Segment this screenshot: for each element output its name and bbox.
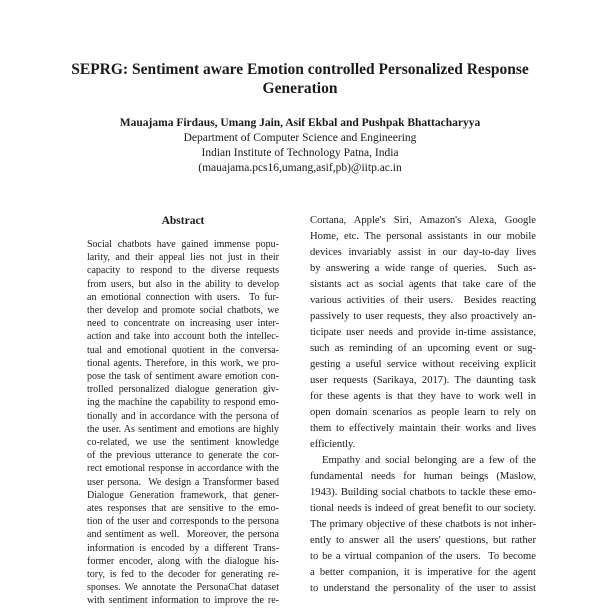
abstract-line: user persona. We design a Transformer based	[87, 476, 279, 488]
abstract-line: of the previous utterance to generate the cor-	[87, 450, 279, 462]
abstract-line: an emotional connection with users. To fur-	[87, 291, 279, 303]
abstract-line: and sentiment as well. Moreover, the persona	[87, 529, 279, 541]
abstract-line: the user. As sentiment and emotions are highly	[87, 423, 279, 435]
abstract-line: tual and emotional quotient in the conversa-	[87, 344, 279, 356]
abstract-line: action and take into account both the intellec-	[87, 331, 279, 343]
abstract-line: sponses. We annotate the PersonaChat dataset	[87, 582, 279, 594]
body-line: them to effectively maintain their works and lives	[310, 423, 536, 434]
body-line: tional needs is indeed of great benefit to our society.	[310, 503, 536, 514]
affiliation-email: (mauajama.pcs16,umang,asif,pb)@iitp.ac.in	[198, 162, 402, 174]
paper-title-line-2: Generation	[262, 80, 338, 97]
paper-title-line-1: SEPRG: Sentiment aware Emotion controlled Personalized Response	[71, 61, 529, 78]
abstract-heading: Abstract	[161, 215, 205, 227]
abstract-line: tory, is fed to the decoder for generating re-	[87, 569, 279, 580]
abstract-line: former encoder, along with the dialogue his-	[87, 555, 279, 567]
body-line: fundamental needs for human beings (Maslow,	[310, 471, 536, 482]
affiliation-department: Department of Computer Science and Engineering	[183, 132, 417, 144]
abstract-line: trolled personalized dialogue generation giv-	[87, 384, 279, 396]
author-block	[40, 116, 560, 176]
body-line: to be a virtual companion of the users. To become	[310, 551, 536, 562]
abstract-line: from users, but also in the ability to develop	[87, 278, 279, 290]
abstract-line: ther develop and promote social chatbots, we	[87, 305, 279, 316]
body-line: efficiently.	[310, 439, 356, 450]
abstract-line: capacity to respond to the diverse requests	[87, 265, 279, 277]
paper-title	[60, 60, 540, 98]
body-line: Home, etc. The personal assistants in our mobile	[310, 231, 536, 242]
body-line: sistants act as social agents that take care of the	[310, 279, 536, 290]
abstract-line: tion of the user and corresponds to the persona	[87, 516, 279, 528]
body-line: a better companion, it is imperative for the agent	[310, 567, 536, 578]
affiliation-institute: Indian Institute of Technology Patna, India	[201, 147, 399, 159]
abstract-line: ing the machine the capability to respond emo-	[87, 397, 279, 409]
abstract-line: rect emotional response in accordance with the	[87, 463, 279, 475]
abstract-line: ates responses that are sensitive to the emo-	[87, 503, 279, 514]
author-names: Mauajama Firdaus, Umang Jain, Asif Ekbal and Pushpak Bhattacharyya	[119, 117, 481, 129]
body-line: gesting a useful service without receiving explicit	[310, 359, 536, 370]
abstract-line: Dialogue Generation framework, that gener-	[87, 489, 279, 501]
abstract-line: pose the task of sentiment aware emotion con-	[87, 371, 279, 382]
abstract-line: with sentiment information to improve the re-	[87, 595, 279, 607]
body-line: for these agents is that they have to work well in	[310, 391, 536, 402]
body-line: such as reminding of an upcoming event or sug-	[310, 343, 536, 354]
body-line: 1943). Building social chatbots to tackle these emo-	[310, 487, 536, 498]
body-line: open domain scenarios as people learn to rely on	[310, 407, 536, 418]
body-line: various activities of their users. Besides reacting	[310, 295, 536, 306]
abstract-line: co-related, we use the sentiment knowledge	[87, 437, 279, 448]
body-line: passively to user requests, they also proactively an-	[310, 311, 536, 322]
abstract-line: need to concentrate on increasing user inter-	[87, 318, 279, 330]
body-line: The primary objective of these chatbots is not inher-	[310, 519, 536, 530]
abstract-line: information is encoded by a different Trans-	[87, 542, 279, 554]
abstract-line: Social chatbots have gained immense popu-	[87, 239, 279, 250]
body-line: user requests (Sarikaya, 2017). The daunting task	[310, 375, 536, 386]
body-line: Cortana, Apple's Siri, Amazon's Alexa, Google	[310, 215, 536, 226]
body-line: Empathy and social belonging are a few of the	[322, 455, 536, 466]
abstract-line: tional agents. Therefore, in this work, we pro-	[87, 357, 279, 369]
body-line: devices invariably assist in our day-to-day lives	[310, 247, 536, 258]
body-line: by answering a wide range of queries. Such as-	[310, 263, 536, 274]
body-line: ently to answer all the users' questions, but rather	[310, 535, 536, 546]
abstract-line: tionally and in accordance with the persona of	[87, 410, 279, 422]
body-line: to understand the personality of the user to assist	[310, 583, 536, 594]
body-line: ticipate user needs and provide in-time assistance,	[310, 327, 536, 338]
abstract-line: larity, and their appeal lies not just in their	[87, 252, 279, 264]
